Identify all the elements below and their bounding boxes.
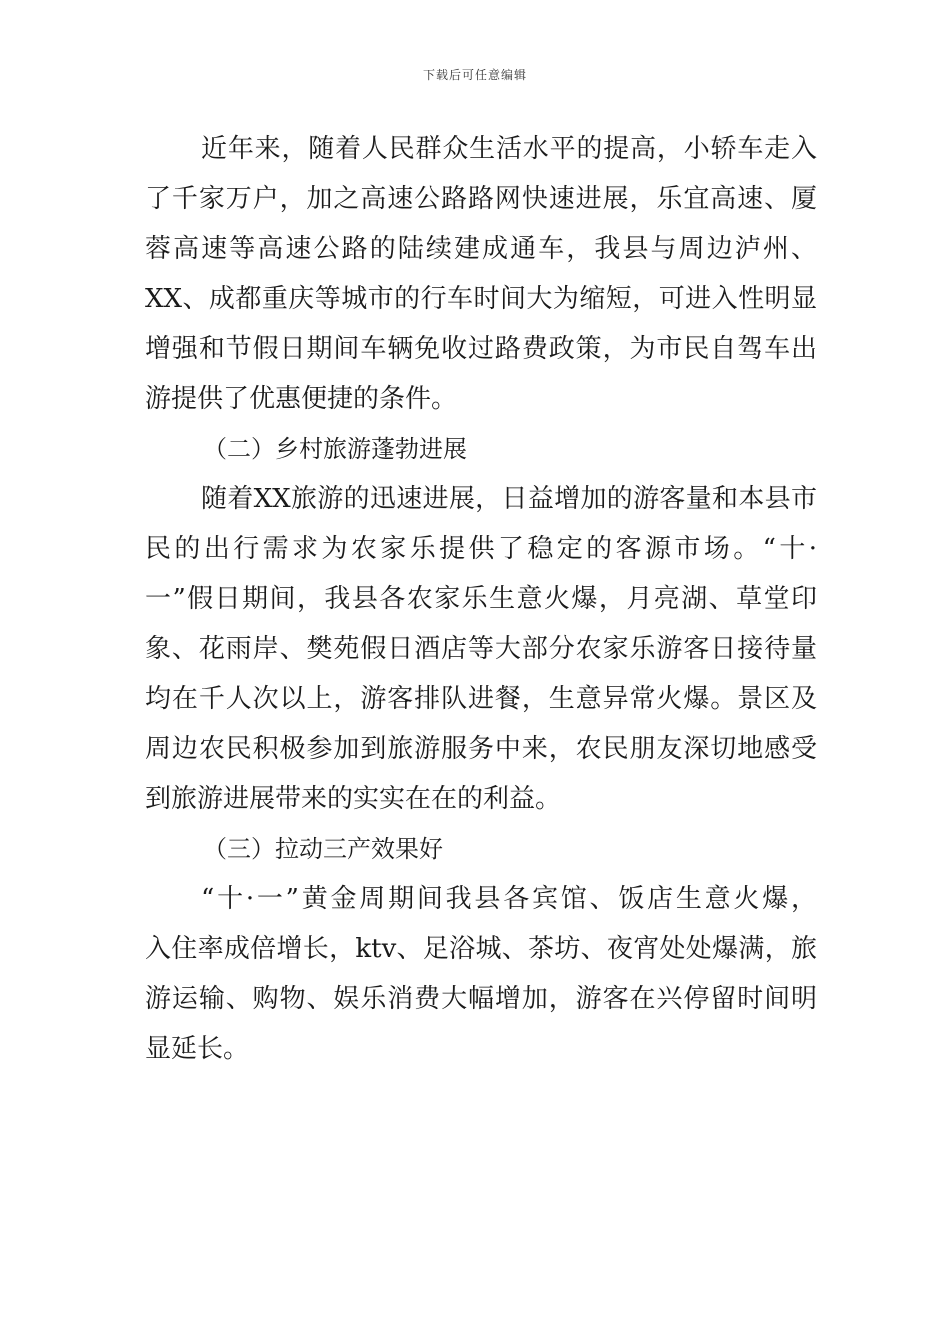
page-header: 下载后可任意编辑 [422,68,527,82]
paragraph-line: 近年来，随着人民群众生活水平的提高，小轿车走入 [201,134,817,164]
paragraph-line: 一”假日期间，我县各农家乐生意火爆，月亮湖、草堂印 [145,584,817,614]
paragraph [145,124,817,424]
paragraph-line: 入住率成倍增长，ktv、足浴城、茶坊、夜宵处处爆满，旅 [145,934,817,964]
document-body [145,124,817,1074]
section-heading: （二）乡村旅游蓬勃进展 [203,435,467,463]
paragraph [145,474,817,824]
section-heading: （三）拉动三产效果好 [203,835,443,863]
paragraph-line: 民的出行需求为农家乐提供了稳定的客源市场。“十· [145,534,817,564]
paragraph-line: 蓉高速等高速公路的陆续建成通车，我县与周边泸州、 [145,234,817,264]
paragraph-line: XX、成都重庆等城市的行车时间大为缩短，可进入性明显 [145,284,817,314]
paragraph-line: 象、花雨岸、樊苑假日酒店等大部分农家乐游客日接待量 [145,634,817,664]
paragraph-line: 周边农民积极参加到旅游服务中来，农民朋友深切地感受 [145,734,817,764]
paragraph-line: 游运输、购物、娱乐消费大幅增加，游客在兴停留时间明 [145,984,817,1014]
paragraph-line: “十·一”黄金周期间我县各宾馆、饭店生意火爆， [201,884,817,914]
paragraph-line: 增强和节假日期间车辆免收过路费政策，为市民自驾车出 [145,334,817,364]
paragraph-line: 到旅游进展带来的实实在在的利益。 [145,784,562,814]
paragraph-line: 均在千人次以上，游客排队进餐，生意异常火爆。景区及 [145,684,817,714]
paragraph-line: 游提供了优惠便捷的条件。 [145,384,458,414]
paragraph-line: 随着XX旅游的迅速进展，日益增加的游客量和本县市 [201,484,817,514]
paragraph-line: 了千家万户，加之高速公路路网快速进展，乐宜高速、厦 [145,184,817,214]
paragraph-line: 显延长。 [145,1034,250,1064]
paragraph [145,874,817,1074]
